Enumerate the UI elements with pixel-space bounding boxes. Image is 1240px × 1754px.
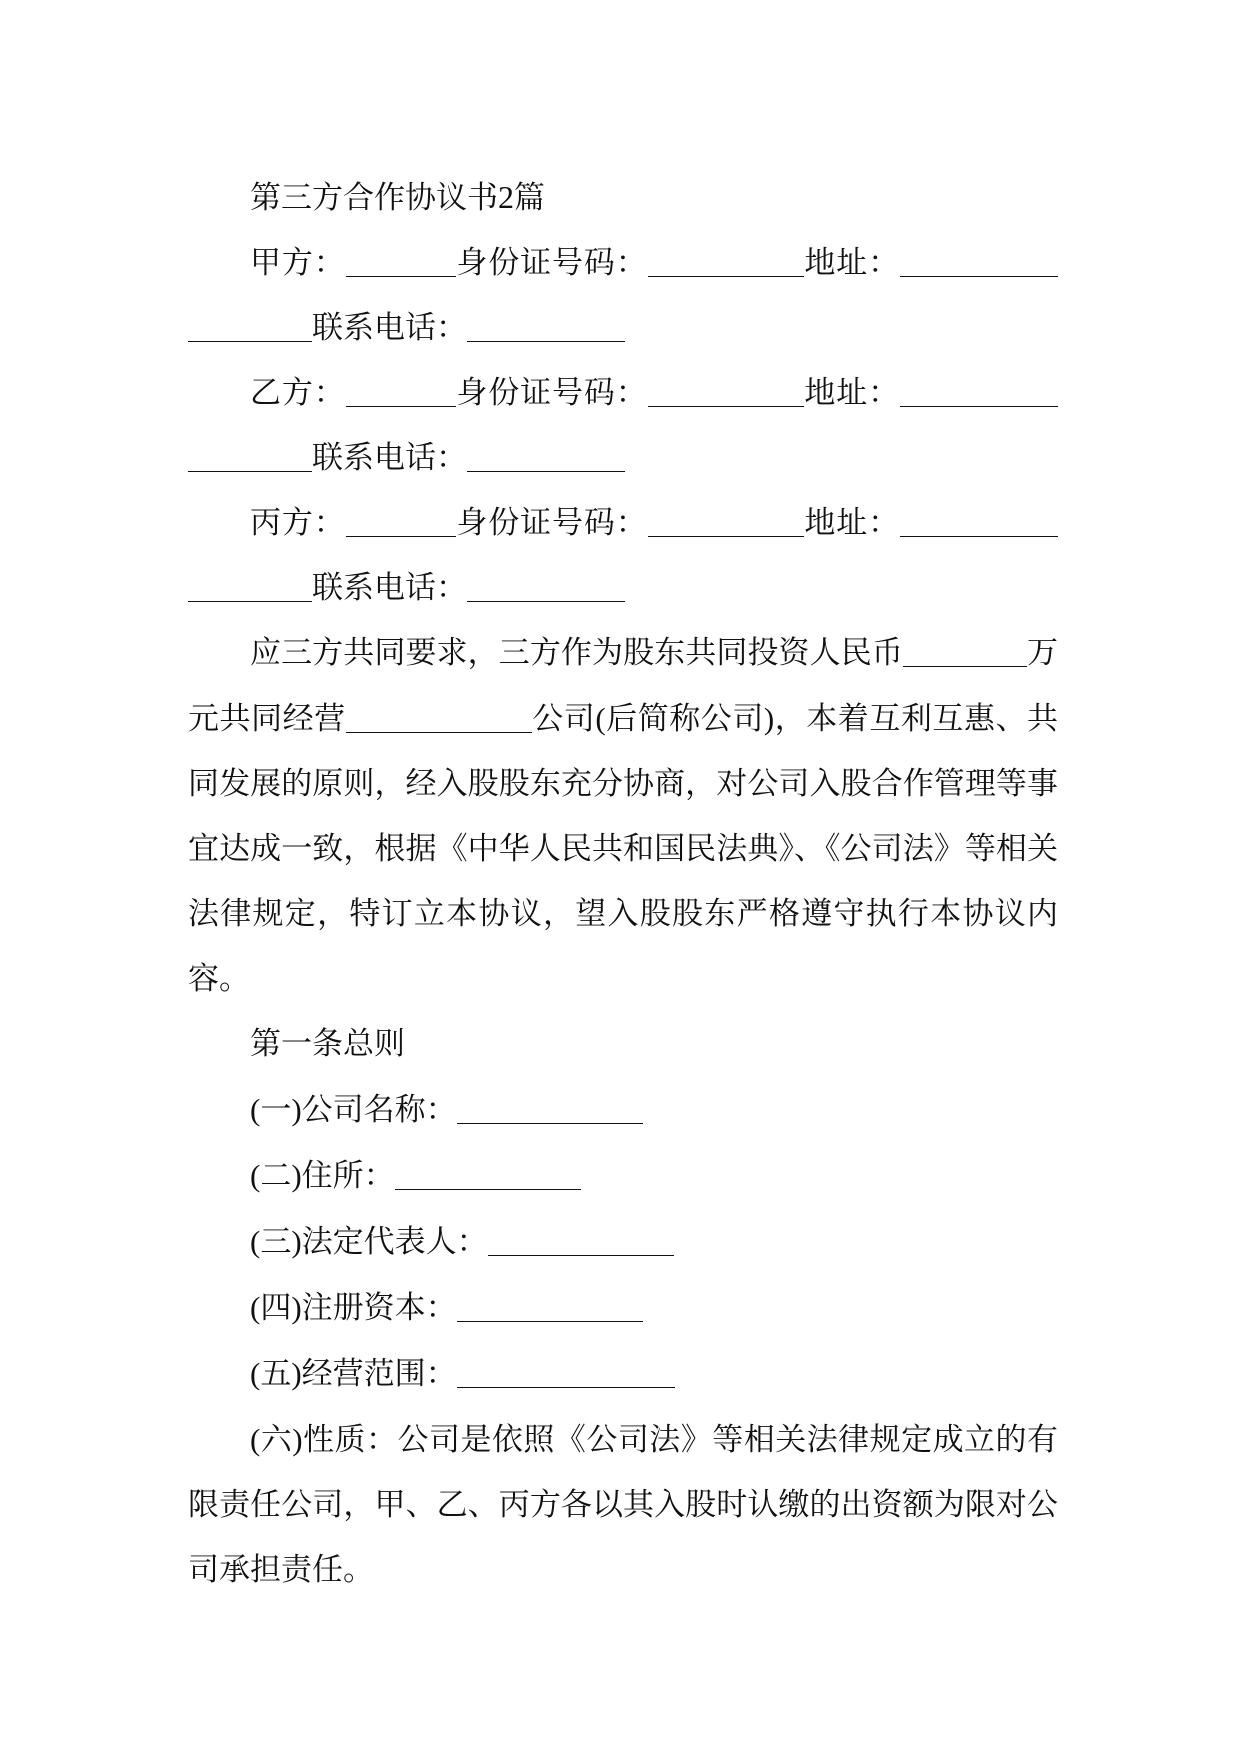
document-body xyxy=(188,165,1058,1603)
section-1-title: 第一条总则 xyxy=(250,1026,405,1062)
party-b-address-blank-cont[interactable] xyxy=(188,470,312,472)
party-c-id-blank[interactable] xyxy=(648,535,804,537)
item-domicile-blank[interactable] xyxy=(395,1188,581,1190)
item-nature: (六)性质：公司是依照《公司法》等相关法律规定成立的有限责任公司，甲、乙、丙方各以其入股时认缴的出资额为限对公司承担责任。 xyxy=(188,1422,1059,1588)
party-a-address-blank[interactable] xyxy=(900,275,1058,277)
party-c-address-blank[interactable] xyxy=(900,535,1058,537)
item-company-name: (一)公司名称： xyxy=(188,1077,1058,1143)
party-a-line: 甲方： 身份证号码： 地址：联系电话： xyxy=(188,231,1058,361)
item-registered-capital: (四)注册资本： xyxy=(188,1275,1058,1341)
intro-paragraph: 应三方共同要求，三方作为股东共同投资人民币 万元共同经营 公司(后简称公司)，本着互利互惠、共同发展的原则，经入股股东充分协商，对公司入股合作管理等事宜达成一致，根据《中华人民共和国民法典》、《公司法》等相关法律规定，特订立本协议，望入股股东严格遵守执行本协议内容。 xyxy=(188,635,1059,997)
item-business-scope-blank[interactable] xyxy=(457,1386,675,1388)
company-name-blank[interactable] xyxy=(346,731,532,733)
investment-amount-blank[interactable] xyxy=(903,665,1027,667)
party-a-id-blank[interactable] xyxy=(648,275,804,277)
item-registered-capital-blank[interactable] xyxy=(457,1320,643,1322)
party-b-id-blank[interactable] xyxy=(648,405,804,407)
party-c-line: 丙方： 身份证号码： 地址：联系电话： xyxy=(188,491,1058,621)
party-b-name-blank[interactable] xyxy=(346,405,456,407)
party-c-address-blank-cont[interactable] xyxy=(188,600,312,602)
item-company-name-blank[interactable] xyxy=(457,1122,643,1124)
party-a-name-blank[interactable] xyxy=(346,275,456,277)
party-c-phone-blank[interactable] xyxy=(467,600,625,602)
item-legal-rep-blank[interactable] xyxy=(488,1254,674,1256)
party-b-phone-blank[interactable] xyxy=(467,470,625,472)
party-a-address-blank-cont[interactable] xyxy=(188,340,312,342)
item-legal-rep: (三)法定代表人： xyxy=(188,1209,1058,1275)
item-business-scope: (五)经营范围： xyxy=(188,1341,1058,1407)
item-domicile: (二)住所： xyxy=(188,1143,1058,1209)
party-c-name-blank[interactable] xyxy=(346,535,456,537)
document-title: 第三方合作协议书2篇 xyxy=(250,179,545,216)
party-b-line: 乙方： 身份证号码： 地址：联系电话： xyxy=(188,361,1058,491)
party-b-address-blank[interactable] xyxy=(900,405,1058,407)
party-a-phone-blank[interactable] xyxy=(467,340,625,342)
